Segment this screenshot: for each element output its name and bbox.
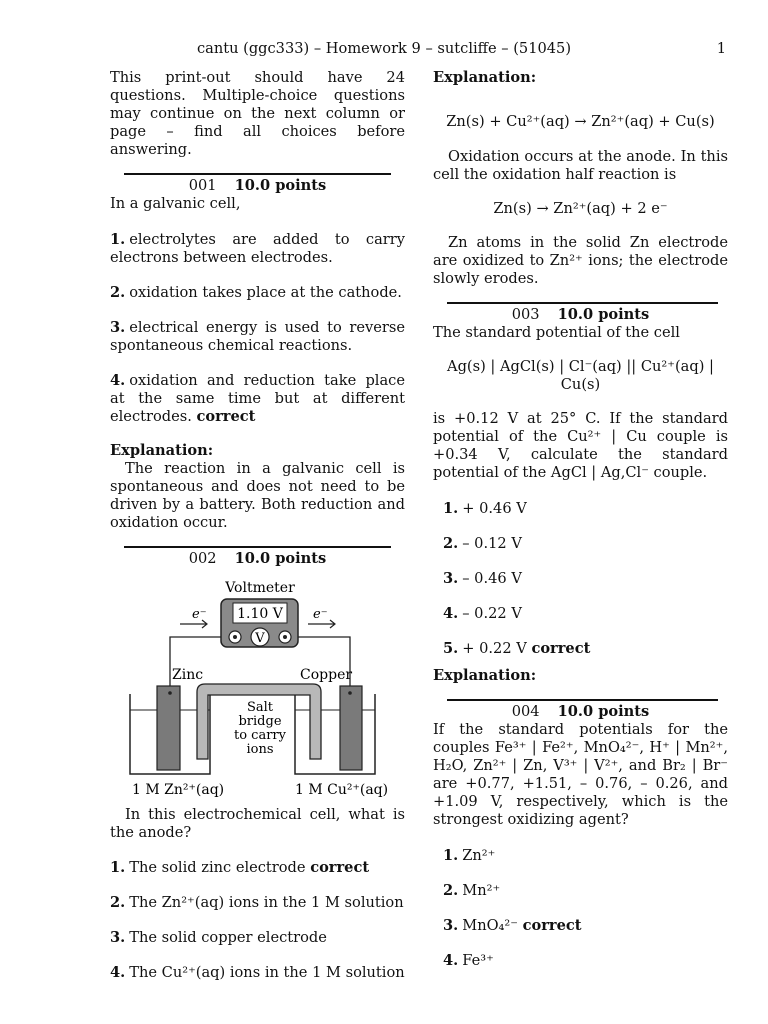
bridge-label-line: Salt bbox=[246, 700, 274, 715]
correct-marker: correct bbox=[196, 408, 256, 425]
page-number: 1 bbox=[716, 40, 726, 57]
explanation-text: Zn atoms in the solid Zn electrode are oxidized to Zn²⁺ ions; the electrode slowly erodes. bbox=[433, 234, 728, 287]
choice-item[interactable]: 4. Fe³⁺ bbox=[443, 952, 494, 969]
choice-item[interactable]: 1. The solid zinc electrode correct bbox=[110, 859, 370, 876]
question-number: 003 bbox=[511, 306, 540, 323]
question-prompt: The standard potential of the cell bbox=[433, 324, 680, 341]
question-divider bbox=[124, 173, 391, 175]
choice-item[interactable]: 1. electrolytes are added to carry electrons between electrodes. bbox=[110, 231, 405, 266]
choice-item[interactable]: 2. – 0.12 V bbox=[443, 535, 522, 552]
correct-marker: correct bbox=[531, 640, 591, 657]
choice-item[interactable]: 4. – 0.22 V bbox=[443, 605, 522, 622]
question-number: 001 bbox=[188, 177, 217, 194]
question-header-004 bbox=[433, 703, 728, 721]
electron-label-left: e⁻ bbox=[192, 607, 207, 622]
question-divider bbox=[447, 302, 718, 304]
meter-symbol: V bbox=[255, 631, 265, 646]
page-header bbox=[0, 40, 768, 60]
choice-item[interactable]: 1. Zn²⁺ bbox=[443, 847, 496, 864]
question-header-002 bbox=[110, 550, 405, 568]
beaker-right bbox=[295, 694, 375, 774]
choice-item[interactable]: 3. – 0.46 V bbox=[443, 570, 522, 587]
question-prompt: In a galvanic cell, bbox=[110, 195, 241, 212]
bridge-label-line: bridge bbox=[238, 714, 282, 729]
choice-item[interactable]: 2. The Zn²⁺(aq) ions in the 1 M solution bbox=[110, 894, 404, 911]
question-points: 10.0 points bbox=[557, 703, 650, 720]
choice-item[interactable]: 1. + 0.46 V bbox=[443, 500, 527, 517]
equation: Zn(s) → Zn²⁺(aq) + 2 e⁻ bbox=[493, 200, 668, 217]
cell-notation: Ag(s) | AgCl(s) | Cl⁻(aq) || Cu²⁺(aq) | Cu(s) bbox=[447, 358, 714, 393]
choice-item[interactable]: 2. oxidation takes place at the cathode. bbox=[110, 284, 402, 301]
intro-text: This print-out should have 24 questions. Multiple-choice questions may continue on the next column or page – find all choices before answering. bbox=[110, 69, 405, 158]
question-prompt: is +0.12 V at 25° C. If the standard potential of the Cu²⁺ | Cu couple is +0.34 V, calculate the standard potential of the AgCl | Ag,Cl⁻ couple. bbox=[433, 410, 728, 481]
correct-marker: correct bbox=[522, 917, 582, 934]
choice-item[interactable]: 3. electrical energy is used to reverse spontaneous chemical reactions. bbox=[110, 319, 405, 354]
bridge-label-line: ions bbox=[246, 742, 274, 757]
choice-item[interactable]: 5. + 0.22 V correct bbox=[443, 640, 591, 657]
explanation-label: Explanation: bbox=[433, 667, 537, 684]
left-column bbox=[110, 69, 405, 982]
question-divider bbox=[124, 546, 391, 548]
question-number: 004 bbox=[511, 703, 540, 720]
equation: Zn(s) + Cu²⁺(aq) → Zn²⁺(aq) + Cu(s) bbox=[446, 113, 715, 130]
voltmeter-reading: 1.10 V bbox=[237, 606, 283, 622]
electron-label-right: e⁻ bbox=[313, 607, 328, 622]
galvanic-cell-diagram bbox=[110, 574, 405, 806]
left-solution-label: 1 M Zn²⁺(aq) bbox=[132, 782, 225, 798]
choice-item[interactable]: 4. oxidation and reduction take place at the same time but at different electrodes. correct bbox=[110, 372, 405, 425]
choice-item[interactable]: 3. MnO₄²⁻ correct bbox=[443, 917, 582, 934]
header-title: cantu (ggc333) – Homework 9 – sutcliffe – (51045) bbox=[196, 40, 572, 57]
copper-electrode bbox=[340, 686, 362, 770]
question-number: 002 bbox=[188, 550, 217, 567]
zinc-electrode bbox=[157, 686, 180, 770]
voltmeter-label: Voltmeter bbox=[225, 580, 295, 596]
explanation-label: Explanation: bbox=[433, 69, 537, 86]
choice-item[interactable]: 2. Mn²⁺ bbox=[443, 882, 501, 899]
right-column bbox=[433, 69, 728, 970]
choice-item[interactable]: 3. The solid copper electrode bbox=[110, 929, 327, 946]
copper-label: Copper bbox=[300, 667, 353, 683]
question-prompt: In this electrochemical cell, what is the anode? bbox=[110, 806, 405, 841]
question-divider bbox=[447, 699, 718, 701]
question-points: 10.0 points bbox=[557, 306, 650, 323]
explanation-text: Oxidation occurs at the anode. In this cell the oxidation half reaction is bbox=[433, 148, 728, 183]
zinc-label: Zinc bbox=[172, 667, 204, 683]
question-points: 10.0 points bbox=[234, 550, 327, 567]
right-solution-label: 1 M Cu²⁺(aq) bbox=[295, 782, 389, 798]
explanation-text: The reaction in a galvanic cell is spontaneous and does not need to be driven by a battery. Both reduction and oxidation occur. bbox=[110, 460, 405, 531]
explanation-label: Explanation: bbox=[110, 442, 214, 459]
question-prompt: If the standard potentials for the couples Fe³⁺ | Fe²⁺, MnO₄²⁻, H⁺ | Mn²⁺, H₂O, Zn²⁺ | Zn, V³⁺ | V²⁺, and Br₂ | Br⁻ are +0.77, +1.51, – 0.76, – 0.26, and +1.09 V, respectively, which is the strongest oxidizing agent? bbox=[433, 721, 728, 828]
bridge-label-line: to carry bbox=[234, 728, 286, 743]
question-header-003 bbox=[433, 306, 728, 324]
question-points: 10.0 points bbox=[234, 177, 327, 194]
correct-marker: correct bbox=[310, 859, 370, 876]
choice-item[interactable]: 4. The Cu²⁺(aq) ions in the 1 M solution bbox=[110, 964, 405, 981]
question-header-001 bbox=[110, 177, 405, 195]
